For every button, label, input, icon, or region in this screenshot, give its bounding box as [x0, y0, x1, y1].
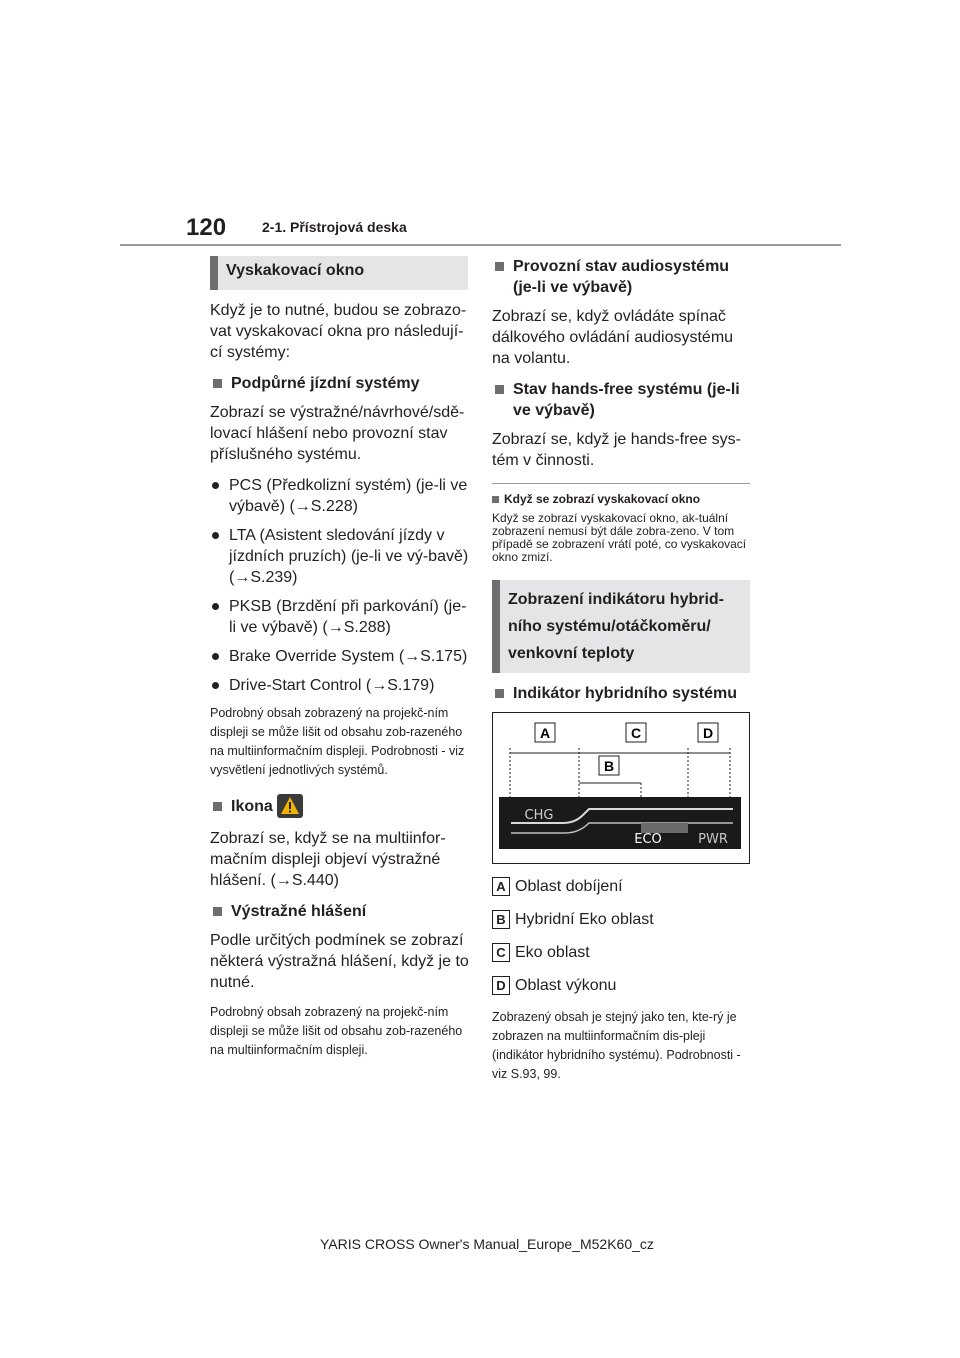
- hybrid-indicator-diagram: [493, 713, 749, 863]
- label-a: A: [539, 725, 551, 741]
- square-bullet-icon: [495, 385, 504, 394]
- legend-item-d: D Oblast výkonu: [492, 975, 754, 996]
- label-d: D: [702, 725, 714, 741]
- bullet-dot-icon: [212, 653, 219, 660]
- bullet-dot-icon: [212, 482, 219, 489]
- projection-note: Podrobný obsah zobrazený na projekč-ním displeji se může lišit od obsahu zob-razeného na multiinformačním displeji. Podrobnosti - viz vysvětlení jednotlivých systémů.: [210, 706, 465, 777]
- section-title: 2-1. Přístrojová deska: [262, 219, 407, 235]
- legend-item-a: A Oblast dobíjení: [492, 876, 754, 897]
- hybrid-indicator-figure: [492, 712, 750, 864]
- note-divider: [492, 483, 750, 484]
- square-bullet-icon: [213, 379, 222, 388]
- left-column: [210, 256, 472, 1072]
- list-item: Drive-Start Control (→S.179): [210, 675, 472, 696]
- square-bullet-icon: [492, 496, 499, 503]
- legend-item-c: C Eko oblast: [492, 942, 754, 963]
- legend-letter: C: [492, 943, 510, 962]
- list-item: PKSB (Brzdění při parkování) (je-li ve výbavě) (→S.288): [210, 596, 472, 638]
- bullet-dot-icon: [212, 532, 219, 539]
- square-bullet-icon: [213, 802, 222, 811]
- legend-item-b: B Hybridní Eko oblast: [492, 909, 754, 930]
- list-item: Brake Override System (→S.175): [210, 646, 472, 667]
- page-number: 120: [186, 214, 227, 241]
- handsfree-text: Zobrazí se, když je hands-free sys-tém v činnosti.: [492, 431, 741, 469]
- hybrid-indicator-subheading: Indikátor hybridního systému: [492, 683, 754, 704]
- hybrid-indicator-heading: Zobrazení indikátoru hybrid-ního systému/otáčkoměru/ venkovní teploty: [492, 580, 750, 673]
- label-c: C: [630, 725, 642, 741]
- hybrid-note: Zobrazený obsah je stejný jako ten, kte-rý je zobrazen na multiinformačním dis-pleji (indikátor hybridního systému). Podrobnosti - viz S.93, 99.: [492, 1010, 741, 1081]
- note-title: Když se zobrazí vyskakovací okno: [492, 492, 754, 506]
- audio-subheading: Provozní stav audiosystému (je-li ve výbavě): [492, 256, 754, 298]
- warning-triangle-icon: [277, 794, 303, 818]
- driving-systems-subheading: Podpůrné jízdní systémy: [210, 373, 472, 394]
- driving-systems-text: Zobrazí se výstražné/návrhové/sdě-lovací hlášení nebo provozní stav příslušného systému.: [210, 404, 465, 463]
- square-bullet-icon: [495, 262, 504, 271]
- legend-letter: D: [492, 976, 510, 995]
- popup-intro: Když je to nutné, budou se zobrazo-vat vyskakovací okna pro následují-cí systémy:: [210, 302, 467, 361]
- label-b: B: [603, 758, 615, 774]
- list-item: PCS (Předkolizní systém) (je-li ve výbavě) (→S.228): [210, 475, 472, 517]
- right-column: [492, 256, 754, 1096]
- projection-note-2: Podrobný obsah zobrazený na projekč-ním displeji se může lišit od obsahu zob-razeného na multiinformačním displeji.: [210, 1005, 463, 1057]
- icon-subheading: Ikona: [210, 796, 472, 820]
- legend-letter: A: [492, 877, 510, 896]
- popup-heading: Vyskakovací okno: [210, 256, 468, 290]
- note-text: Když se zobrazí vyskakovací okno, ak-tuální zobrazení nemusí být dále zobra-zeno. V tom případě se zobrazení vrátí poté, co vyskakovací okno zmizí.: [492, 511, 747, 564]
- handsfree-subheading: Stav hands-free systému (je-li ve výbavě): [492, 379, 754, 421]
- bullet-dot-icon: [212, 603, 219, 610]
- square-bullet-icon: [495, 689, 504, 698]
- pwr-label: PWR: [698, 832, 728, 847]
- chg-label: CHG: [524, 808, 554, 823]
- legend-letter: B: [492, 910, 510, 929]
- eco-label: ECO: [634, 832, 662, 847]
- icon-text: Zobrazí se, když se na multiinfor-mačním displeji objeví výstražné hlášení. (→S.440): [210, 830, 446, 889]
- footer: YARIS CROSS Owner's Manual_Europe_M52K60_cz: [320, 1236, 654, 1252]
- audio-text: Zobrazí se, když ovládáte spínač dálkového ovládání audiosystému na volantu.: [492, 308, 734, 367]
- warning-message-subheading: Výstražné hlášení: [210, 901, 472, 922]
- list-item: LTA (Asistent sledování jízdy v jízdních pruzích) (je-li ve vý-bavě) (→S.239): [210, 525, 472, 588]
- warning-message-text: Podle určitých podmínek se zobrazí některá výstražná hlášení, když je to nutné.: [210, 932, 469, 991]
- square-bullet-icon: [213, 907, 222, 916]
- header-divider: [120, 244, 841, 246]
- bullet-dot-icon: [212, 682, 219, 689]
